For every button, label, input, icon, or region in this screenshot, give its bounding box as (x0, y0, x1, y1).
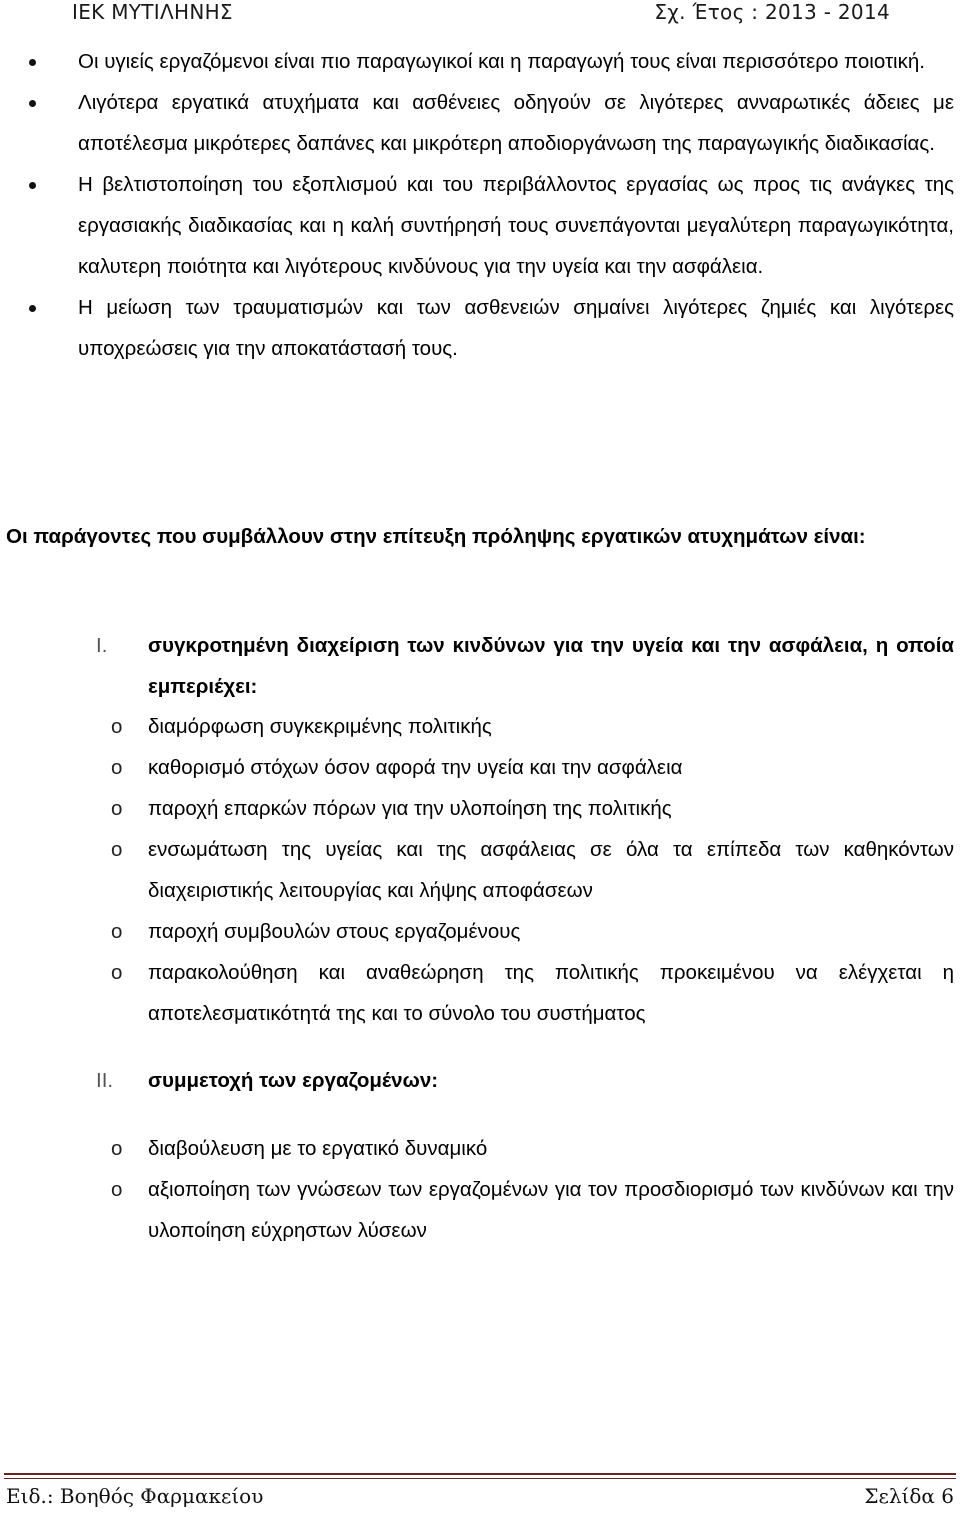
section-1-items (0, 706, 960, 1034)
header-school: ΙΕΚ ΜΥΤΙΛΗΝΗΣ (72, 0, 233, 24)
footer-rule-thin (4, 1478, 956, 1479)
section-numeral-1: I. (96, 634, 108, 657)
list-item: o καθορισμό στόχων όσον αφορά την υγεία και την ασφάλεια (0, 747, 960, 788)
list-item: Η μείωση των τραυματισμών και των ασθενειών σημαίνει λιγότερες ζημιές και λιγότερες υποχρεώσεις για την αποκατάστασή τους. (0, 287, 960, 369)
footer-specialty: Ειδ.: Βοηθός Φαρμακείου (6, 1484, 264, 1508)
section-title-2: συμμετοχή των εργαζομένων: (148, 1069, 439, 1092)
section-numeral-2: II. (96, 1069, 114, 1092)
footer-page-number: Σελίδα 6 (864, 1484, 954, 1508)
list-item: o διαβούλευση με το εργατικό δυναμικό (0, 1128, 960, 1169)
circle-bullet-icon: o (111, 961, 123, 984)
list-item: o παροχή συμβουλών στους εργαζομένους (0, 911, 960, 952)
circle-bullet-icon: o (111, 1137, 123, 1160)
circle-bullet-icon: o (111, 756, 123, 779)
list-item: Η βελτιστοποίηση του εξοπλισμού και του περιβάλλοντος εργασίας ως προς τις ανάγκες της εργασιακής διαδικασίας και η καλή συντήρησή τους συνεπάγονται μεγαλύτερη παραγωγικότητα, καλυτερη ποιότητα και λιγότερους κινδύνους για την υγεία και την ασφάλεια. (0, 164, 960, 287)
circle-bullet-icon: o (111, 1178, 123, 1201)
section-heading: Οι παράγοντες που συμβάλλουν στην επίτευξη πρόληψης εργατικών ατυχημάτων είναι: (6, 525, 866, 548)
circle-bullet-icon: o (111, 715, 123, 738)
bullet-dot-icon (29, 59, 36, 66)
list-item: o ενσωμάτωση της υγείας και της ασφάλειας σε όλα τα επίπεδα των καθηκόντων διαχειριστικής λειτουργίας και λήψης αποφάσεων (0, 829, 960, 911)
bullet-dot-icon (29, 182, 36, 189)
circle-bullet-icon: o (111, 838, 123, 861)
benefits-list (0, 41, 960, 369)
header-school-year: Σχ. Έτος : 2013 - 2014 (654, 0, 890, 24)
list-item: o παροχή επαρκών πόρων για την υλοποίηση της πολιτικής (0, 788, 960, 829)
list-item: o παρακολούθηση και αναθεώρηση της πολιτικής προκειμένου να ελέγχεται η αποτελεσματικότητά της και το σύνολο του συστήματος (0, 952, 960, 1034)
bullet-dot-icon (29, 305, 36, 312)
page-header (0, 0, 960, 28)
section-title-1: συγκροτημένη διαχείριση των κινδύνων για την υγεία και την ασφάλεια, η οποία εμπεριέχει: (148, 634, 954, 698)
section-2-items (0, 1128, 960, 1251)
list-item: o διαμόρφωση συγκεκριμένης πολιτικής (0, 706, 960, 747)
list-item: o αξιοποίηση των γνώσεων των εργαζομένων για τον προσδιορισμό των κινδύνων και την υλοποίηση εύχρηστων λύσεων (0, 1169, 960, 1251)
circle-bullet-icon: o (111, 797, 123, 820)
circle-bullet-icon: o (111, 920, 123, 943)
list-item: Οι υγιείς εργαζόμενοι είναι πιο παραγωγικοί και η παραγωγή τους είναι περισσότερο ποιοτική. (0, 41, 960, 82)
list-item: Λιγότερα εργατικά ατυχήματα και ασθένειες οδηγούν σε λιγότερες ανναρωτικές άδειες με αποτέλεσμα μικρότερες δαπάνες και μικρότερη αποδιοργάνωση της παραγωγικής διαδικασίας. (0, 82, 960, 164)
bullet-dot-icon (29, 100, 36, 107)
footer-rule-thick (4, 1473, 956, 1475)
